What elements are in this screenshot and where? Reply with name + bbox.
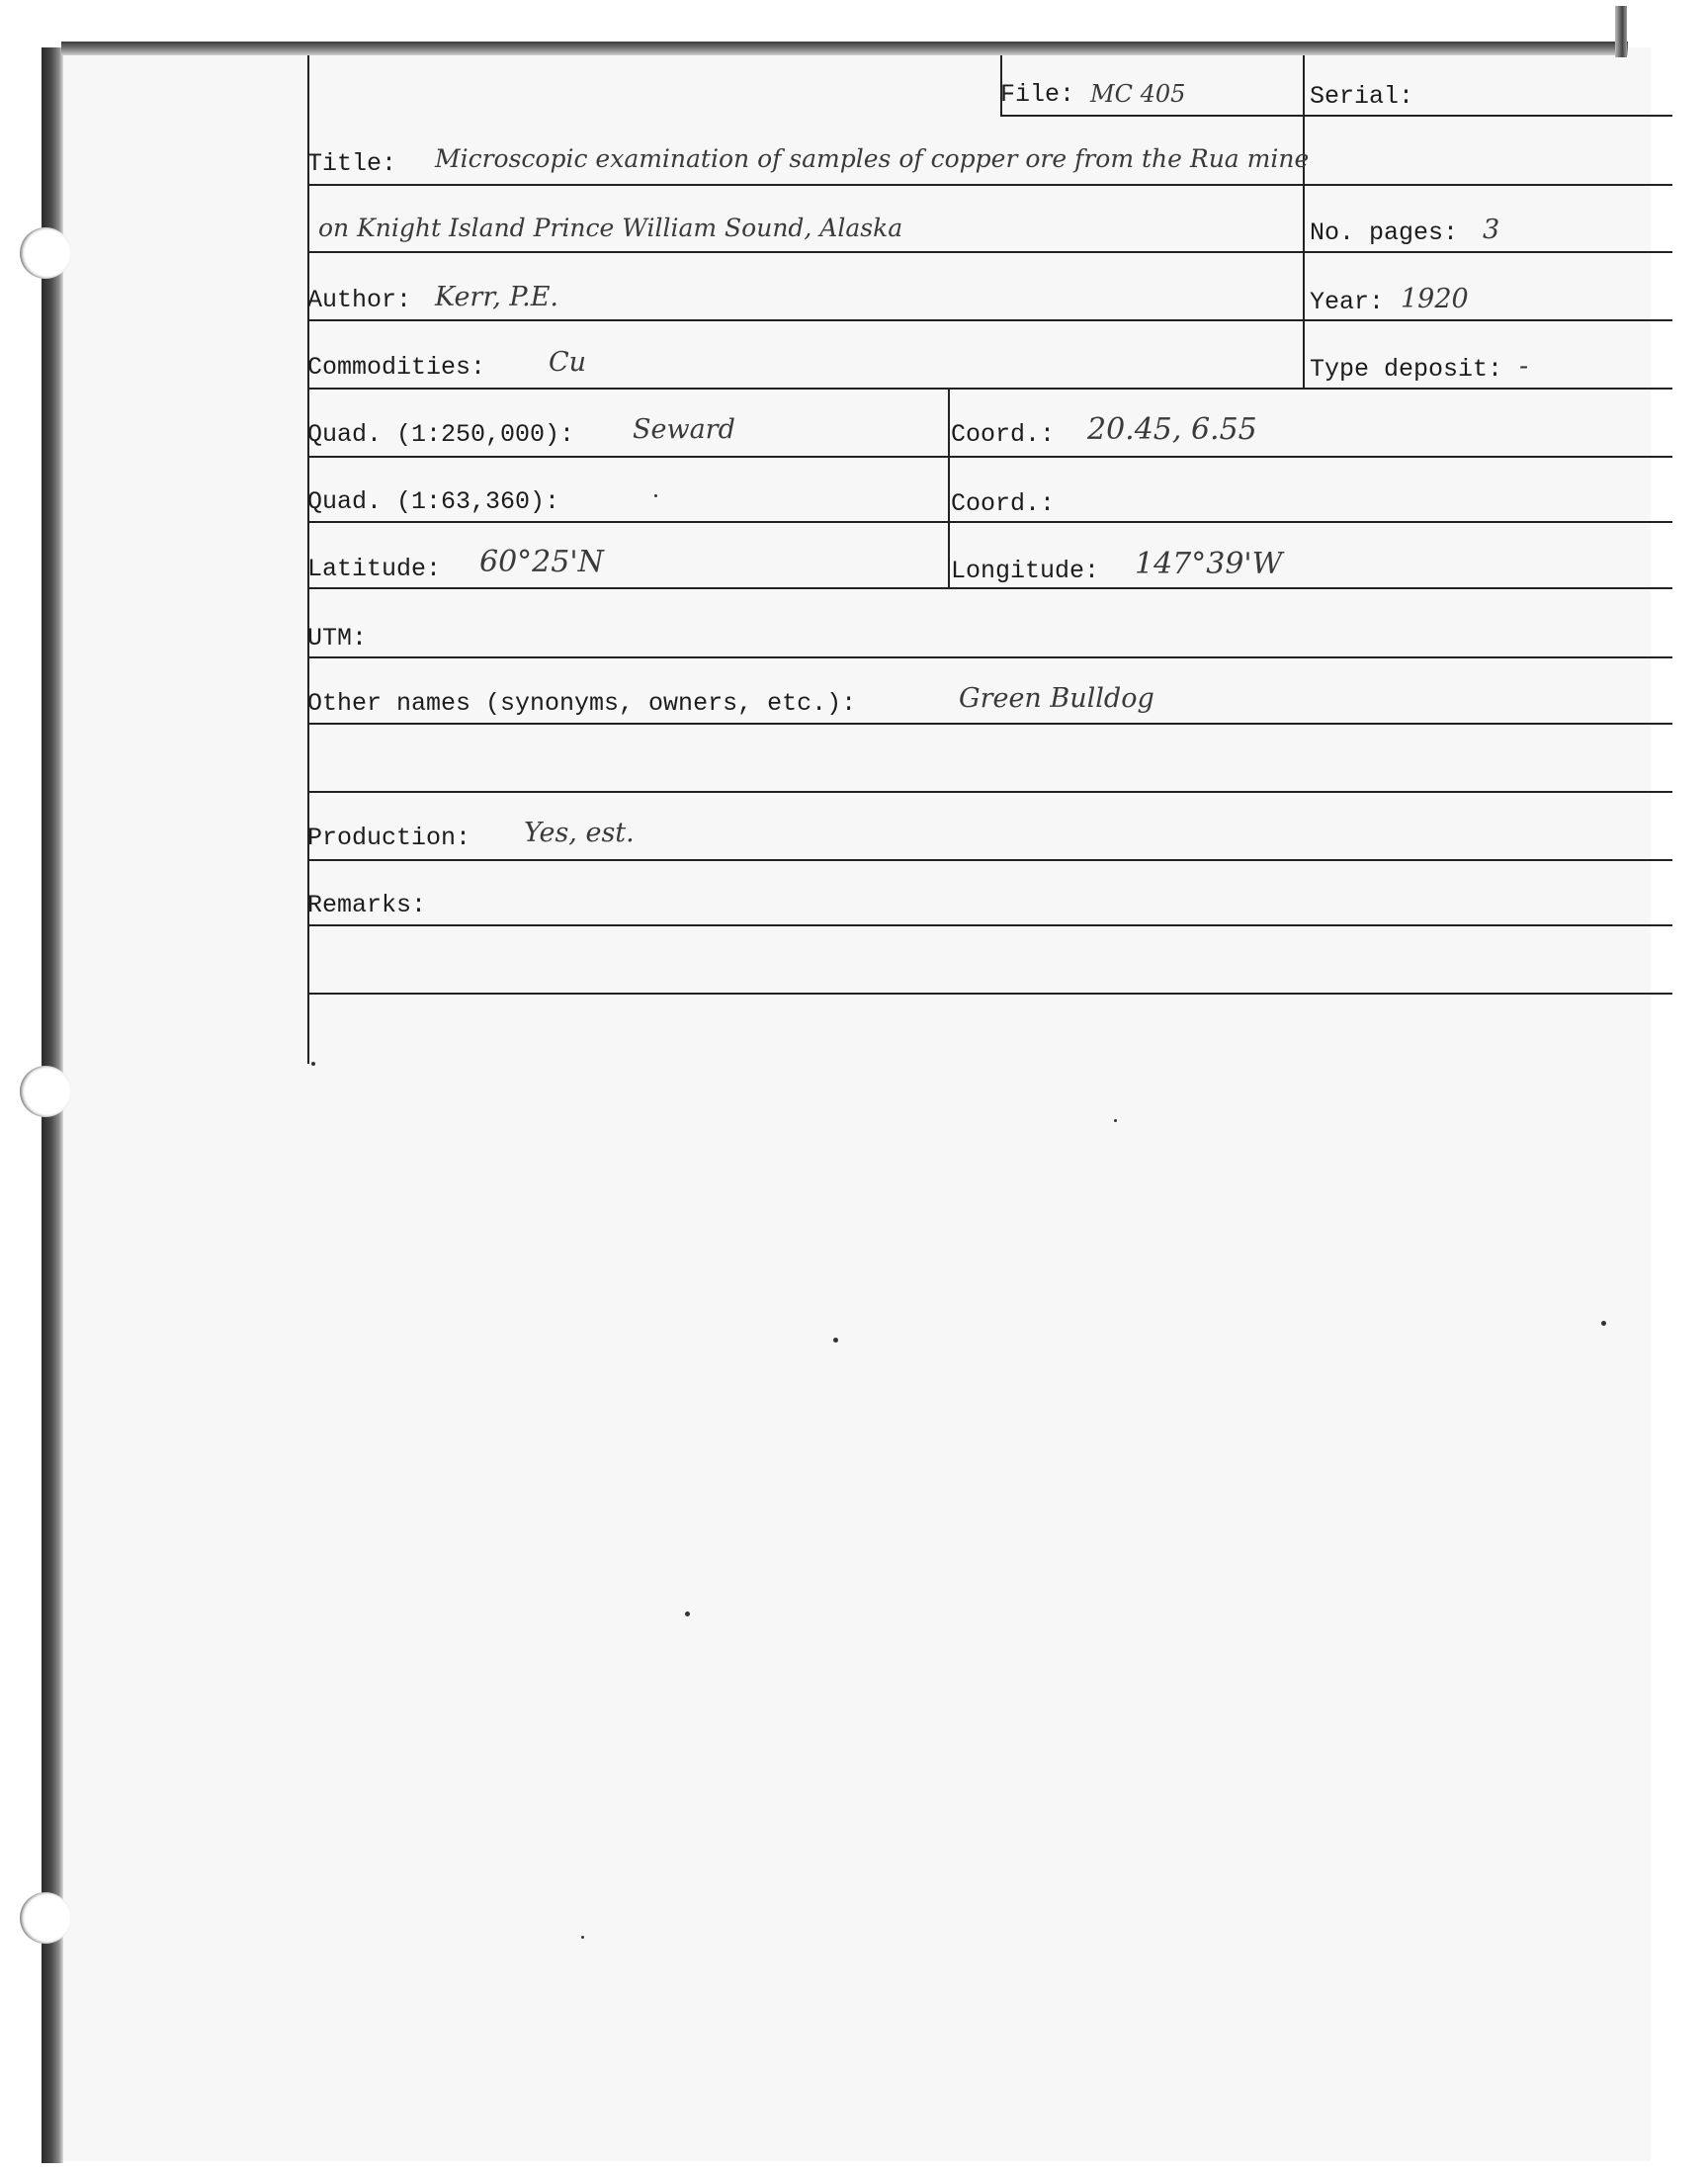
author-label: Author: — [307, 286, 412, 314]
production-value: Yes, est. — [524, 818, 635, 848]
title-label: Title: — [307, 149, 397, 178]
other-names-label: Other names (synonyms, owners, etc.): — [307, 689, 857, 718]
punch-hole — [20, 1892, 71, 1944]
year-value: 1920 — [1401, 284, 1469, 314]
utm-label: UTM: — [307, 624, 368, 652]
quad-63k-label: Quad. (1:63,360): — [307, 487, 560, 516]
scan-shadow-corner — [1615, 6, 1627, 57]
punch-hole — [20, 1066, 71, 1117]
production-label: Production: — [307, 824, 471, 852]
remarks-label: Remarks: — [307, 891, 427, 919]
latitude-label: Latitude: — [307, 555, 442, 583]
scan-shadow-top — [61, 42, 1628, 55]
quad-250k-label: Quad. (1:250,000): — [307, 420, 575, 449]
coord-1-label: Coord.: — [951, 420, 1056, 449]
coord-1-value: 20.45, 6.55 — [1087, 412, 1257, 447]
quad-250k-value: Seward — [633, 414, 735, 445]
commodities-label: Commodities: — [307, 353, 486, 382]
author-value: Kerr, P.E. — [435, 282, 559, 312]
punch-hole — [20, 227, 71, 279]
type-deposit-value: - — [1519, 351, 1529, 382]
commodities-value: Cu — [549, 347, 587, 378]
type-deposit-label: Type deposit: — [1310, 355, 1503, 384]
no-pages-label: No. pages: — [1310, 218, 1459, 247]
title-value-line2: on Knight Island Prince William Sound, Alaska — [318, 214, 903, 242]
file-value: MC 405 — [1090, 80, 1186, 108]
year-label: Year: — [1310, 288, 1385, 316]
no-pages-value: 3 — [1483, 215, 1500, 245]
title-value-line1: Microscopic examination of samples of copper ore from the Rua mine — [435, 144, 1310, 173]
serial-label: Serial: — [1310, 82, 1414, 111]
file-label: File: — [1000, 80, 1075, 109]
longitude-value: 147°39'W — [1135, 547, 1283, 581]
coord-2-label: Coord.: — [951, 489, 1056, 518]
latitude-value: 60°25'N — [479, 545, 604, 579]
other-names-value: Green Bulldog — [959, 683, 1154, 714]
longitude-label: Longitude: — [951, 557, 1100, 585]
